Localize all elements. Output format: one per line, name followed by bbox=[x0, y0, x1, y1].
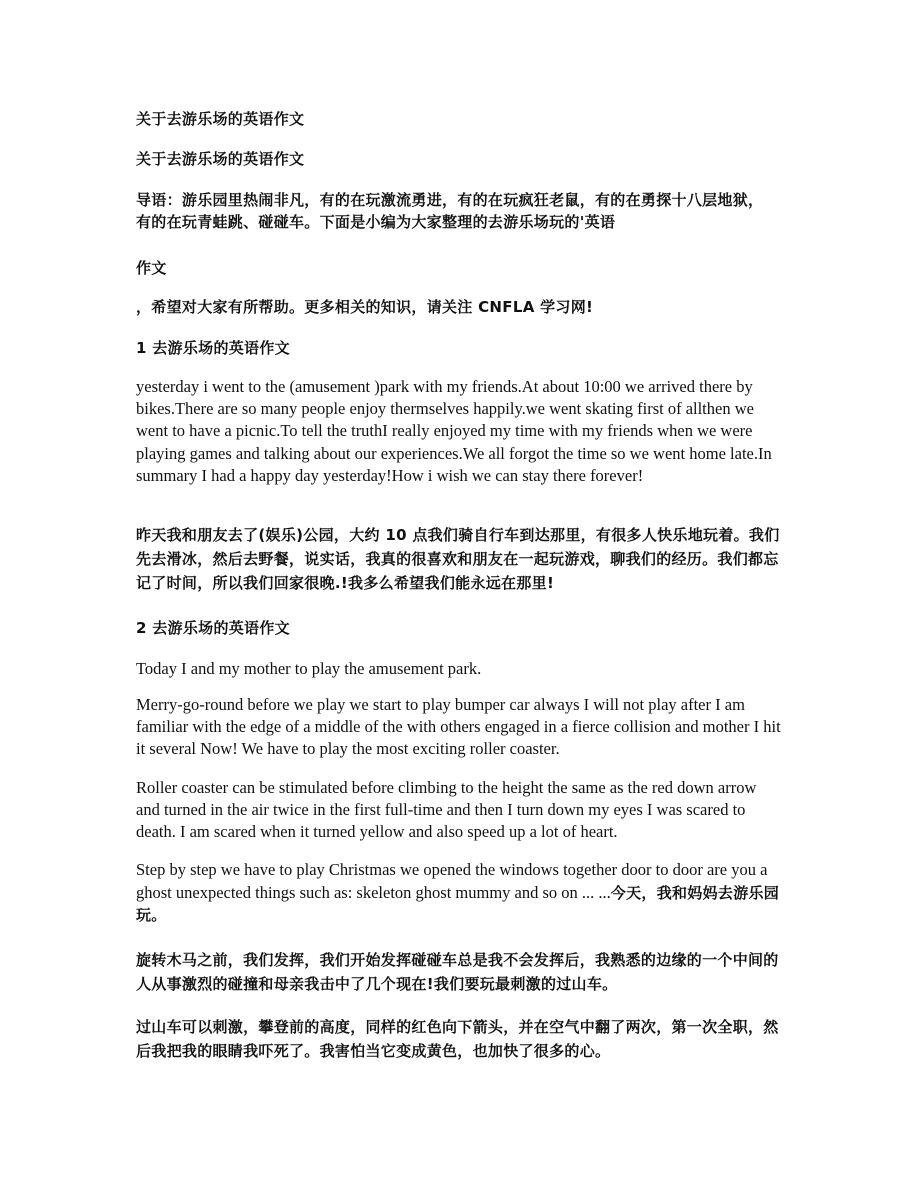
section-1-english: yesterday i went to the (amusement )park with my friends.At about 10:00 we arrived there by bikes.There are so many people enjoy thermselves happily.we went skating first of allthen we went to have a picnic.To tell the truthI really enjoyed my time with my friends when we were playing games and talking about our experiences.We all forgot the time so we went home late.In summary I had a happy day yesterday!How i wish we can stay there forever! bbox=[136, 377, 772, 485]
section-2-heading: 2 去游乐场的英语作文 bbox=[136, 619, 290, 637]
intro-line-3: ，希望对大家有所帮助。更多相关的知识，请关注 CNFLA 学习网! bbox=[136, 298, 594, 316]
section-2-english-2: Merry-go-round before we play we start to play bumper car always I will not play after I am familiar with the edge of a middle of the with others engaged in a fierce collision and mother I hit it several Now! We have to play the most exciting roller coaster. bbox=[136, 695, 781, 759]
section-2-english-4: Step by step we have to play Christmas we opened the windows together door to door are you a ghost unexpected things such as: skeleton ghost mummy and so on ... ... bbox=[136, 860, 768, 902]
section-2-english-1: Today I and my mother to play the amusement park. bbox=[136, 659, 482, 678]
intro-line-1: 导语：游乐园里热闹非凡，有的在玩激流勇进，有的在玩疯狂老鼠，有的在勇探十八层地狱， bbox=[136, 191, 764, 209]
intro-word: 作文 bbox=[136, 259, 167, 277]
section-2-chinese-3: 过山车可以刺激，攀登前的高度，同样的红色向下箭头，并在空气中翻了两次，第一次全职，然后我把我的眼睛我吓死了。我害怕当它变成黄色，也加快了很多的心。 bbox=[136, 1018, 779, 1060]
title-1: 关于去游乐场的英语作文 bbox=[136, 110, 305, 128]
intro-line-2: 有的在玩青蛙跳、碰碰车。下面是小编为大家整理的去游乐场玩的'英语 bbox=[136, 213, 616, 231]
title-2: 关于去游乐场的英语作文 bbox=[136, 150, 305, 168]
section-2-mixed-paragraph bbox=[136, 859, 784, 927]
section-2-chinese-2: 旋转木马之前，我们发挥，我们开始发挥碰碰车总是我不会发挥后，我熟悉的边缘的一个中间的人从事激烈的碰撞和母亲我击中了几个现在!我们要玩最刺激的过山车。 bbox=[136, 951, 779, 993]
section-1-chinese: 昨天我和朋友去了(娱乐)公园，大约 10 点我们骑自行车到达那里，有很多人快乐地玩着。我们先去滑冰，然后去野餐，说实话，我真的很喜欢和朋友在一起玩游戏，聊我们的经历。我们都忘记了时间，所以我们回家很晚.!我多么希望我们能永远在那里! bbox=[136, 526, 780, 592]
section-1-heading: 1 去游乐场的英语作文 bbox=[136, 339, 290, 357]
intro-paragraph bbox=[136, 189, 784, 233]
section-2-english-3: Roller coaster can be stimulated before climbing to the height the same as the red down arrow and turned in the air twice in the first full-time and then I turn down my eyes I was scared to death. I am scared when it turned yellow and also speed up a lot of heart. bbox=[136, 778, 757, 842]
section-2-chinese-1: 今天，我和妈妈去游乐园玩。 bbox=[136, 883, 780, 924]
